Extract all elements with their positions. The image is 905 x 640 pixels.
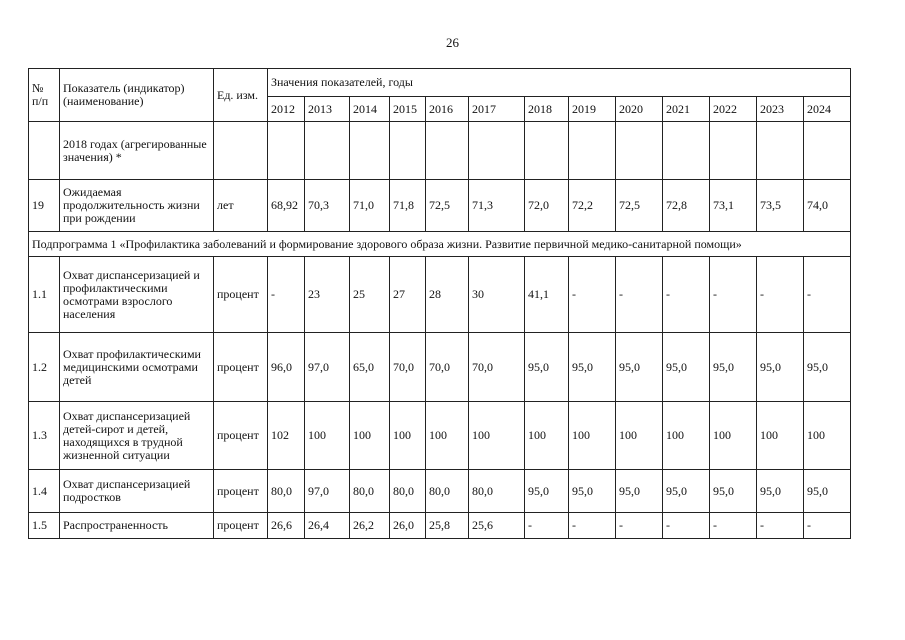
row-value: 80,0 [390,470,426,513]
row-value: 70,0 [469,333,525,402]
table-row [29,470,851,513]
header-year: 2024 [804,97,851,122]
row-value: 74,0 [804,180,851,232]
row-value: 25,6 [469,513,525,539]
row-value: 100 [350,402,390,470]
row-value: 95,0 [710,470,757,513]
row-value: 97,0 [305,333,350,402]
header-unit: Ед. изм. [214,69,268,122]
row-value: 71,0 [350,180,390,232]
row-indicator: 2018 годах (агрегированные значения) * [60,122,214,180]
row-value: 72,8 [663,180,710,232]
row-indicator: Охват профилактическими медицинскими осмотрами детей [60,333,214,402]
row-value: 23 [305,257,350,333]
row-value [390,122,426,180]
row-value: 100 [569,402,616,470]
row-unit [214,122,268,180]
row-value [804,122,851,180]
row-value [525,122,569,180]
row-value: - [616,257,663,333]
row-value: 27 [390,257,426,333]
row-value [757,122,804,180]
row-value: 80,0 [469,470,525,513]
row-value: 95,0 [757,333,804,402]
row-value: 100 [757,402,804,470]
header-year: 2012 [268,97,305,122]
row-value: 26,0 [390,513,426,539]
row-value: 100 [305,402,350,470]
row-value: 80,0 [350,470,390,513]
row-value: 70,0 [426,333,469,402]
row-num: 1.3 [29,402,60,470]
table-row [29,122,851,180]
row-value: 70,0 [390,333,426,402]
row-unit: процент [214,333,268,402]
header-year: 2020 [616,97,663,122]
row-value: 95,0 [804,470,851,513]
header-year: 2023 [757,97,804,122]
row-unit: процент [214,470,268,513]
row-unit: лет [214,180,268,232]
row-value: 72,0 [525,180,569,232]
row-value: 68,92 [268,180,305,232]
row-value: 100 [663,402,710,470]
row-value [268,122,305,180]
row-value: 95,0 [569,333,616,402]
row-value: 96,0 [268,333,305,402]
row-value [469,122,525,180]
row-value: 95,0 [616,333,663,402]
page-number: 26 [446,35,459,50]
row-num: 19 [29,180,60,232]
row-value: 71,3 [469,180,525,232]
row-value: 70,3 [305,180,350,232]
header-year: 2015 [390,97,426,122]
row-value: - [663,513,710,539]
indicators-table [28,68,851,539]
row-value: - [757,513,804,539]
row-value: 73,1 [710,180,757,232]
row-value [305,122,350,180]
header-year: 2017 [469,97,525,122]
row-value: 95,0 [569,470,616,513]
row-indicator: Охват диспансеризацией детей-сирот и детей, находящихся в трудной жизненной ситуации [60,402,214,470]
row-value: 95,0 [804,333,851,402]
row-value: - [569,513,616,539]
row-value: 30 [469,257,525,333]
row-value: - [268,257,305,333]
row-num: 1.4 [29,470,60,513]
row-indicator: Охват диспансеризацией и профилактическими осмотрами взрослого населения [60,257,214,333]
row-value [350,122,390,180]
row-value: - [804,513,851,539]
row-value: 100 [804,402,851,470]
row-value: 95,0 [757,470,804,513]
subprogram-row [29,232,851,257]
row-value: 65,0 [350,333,390,402]
header-year: 2014 [350,97,390,122]
row-value: 28 [426,257,469,333]
row-value: 100 [469,402,525,470]
row-value: - [804,257,851,333]
header-row [29,69,851,97]
row-value: - [710,513,757,539]
row-value: - [616,513,663,539]
row-value: 25 [350,257,390,333]
row-value: 72,2 [569,180,616,232]
row-value: 80,0 [268,470,305,513]
row-unit: процент [214,257,268,333]
row-value: 95,0 [663,470,710,513]
row-value: 73,5 [757,180,804,232]
row-unit: процент [214,402,268,470]
header-num: № п/п [29,69,60,122]
table-row [29,257,851,333]
row-value: 95,0 [663,333,710,402]
row-indicator: Охват диспансеризацией подростков [60,470,214,513]
row-num: 1.1 [29,257,60,333]
row-value: 80,0 [426,470,469,513]
row-value: 95,0 [616,470,663,513]
row-value [426,122,469,180]
row-value: - [569,257,616,333]
row-value: 100 [390,402,426,470]
table-row [29,180,851,232]
header-year: 2019 [569,97,616,122]
row-value: - [757,257,804,333]
row-value [569,122,616,180]
header-year: 2018 [525,97,569,122]
row-value: 100 [710,402,757,470]
row-value: 41,1 [525,257,569,333]
row-value: 71,8 [390,180,426,232]
header-year: 2022 [710,97,757,122]
row-value: 26,4 [305,513,350,539]
row-num: 1.2 [29,333,60,402]
table-row [29,402,851,470]
row-value: 97,0 [305,470,350,513]
row-value [710,122,757,180]
row-value: 26,2 [350,513,390,539]
row-value: 100 [616,402,663,470]
row-value: 100 [525,402,569,470]
header-values: Значения показателей, годы [268,69,851,97]
table-row [29,513,851,539]
row-value: - [663,257,710,333]
row-value: - [710,257,757,333]
row-indicator: Распространенность [60,513,214,539]
header-year: 2016 [426,97,469,122]
header-year: 2013 [305,97,350,122]
row-num: 1.5 [29,513,60,539]
row-value: 25,8 [426,513,469,539]
header-year: 2021 [663,97,710,122]
row-value: 26,6 [268,513,305,539]
row-value: 100 [426,402,469,470]
row-value [616,122,663,180]
row-indicator: Ожидаемая продолжительность жизни при рождении [60,180,214,232]
row-value: 102 [268,402,305,470]
table-row [29,333,851,402]
row-num [29,122,60,180]
row-unit: процент [214,513,268,539]
header-indicator: Показатель (индикатор) (наименование) [60,69,214,122]
row-value: 72,5 [426,180,469,232]
row-value: - [525,513,569,539]
row-value: 72,5 [616,180,663,232]
row-value: 95,0 [710,333,757,402]
subprogram-title: Подпрограмма 1 «Профилактика заболеваний и формирование здорового образа жизни. Развитие первичной медико-санитарной помощи» [29,232,851,257]
row-value: 95,0 [525,333,569,402]
row-value: 95,0 [525,470,569,513]
row-value [663,122,710,180]
